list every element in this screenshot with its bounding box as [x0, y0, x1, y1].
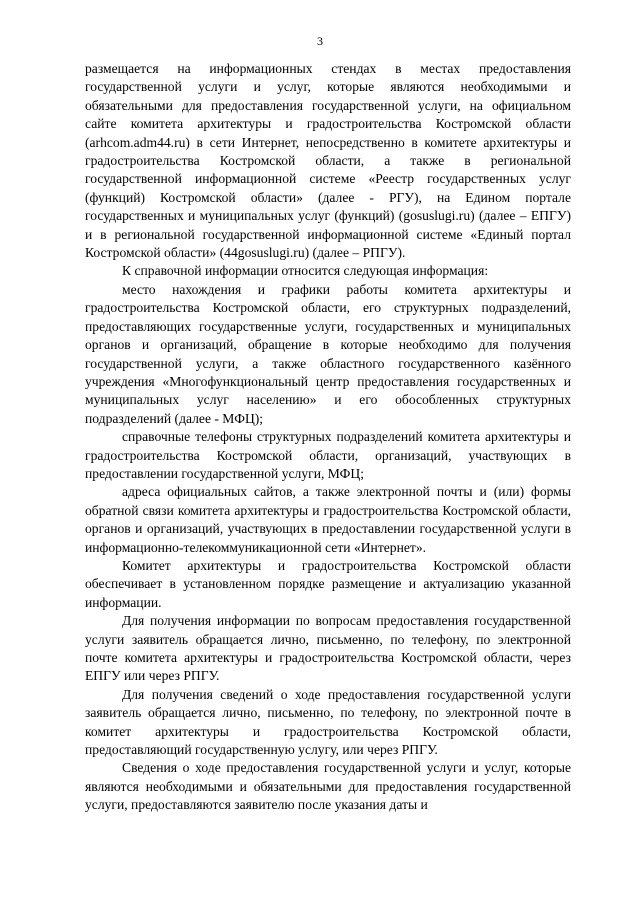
paragraph-phone-numbers: справочные телефоны структурных подразделений комитета архитектуры и градостроительства Костромской области, организаций, участвующих в предоставлении государственной услуги, МФЦ; [85, 429, 571, 481]
paragraph-obtaining-information: Для получения информации по вопросам предоставления государственной услуги заявитель обращается лично, письменно, по телефону, по электронной почте комитета архитектуры и градостроительства Костромской области, через ЕПГУ или через РПГУ. [85, 613, 571, 684]
paragraph-progress-details: Сведения о ходе предоставления государственной услуги и услуг, которые являются необходимыми и обязательными для предоставления государственной услуги, предоставляются заявителю после указания даты и [85, 760, 571, 813]
paragraph-progress-information: Для получения сведений о ходе предоставления государственной услуги заявитель обращается лично, письменно, по телефону, по электронной почте в комитет архитектуры и градостроительства Костромской области, предоставляющий государственную услугу, или через РПГУ. [85, 686, 571, 758]
paragraph-websites-email: адреса официальных сайтов, а также электронной почты и (или) формы обратной связи комитета архитектуры и градостроительства Костромской области, органов и организаций, участвующих в предоставлении государственной услуги в информационно-телекоммуникационной сети «Интернет». [85, 484, 571, 555]
paragraph-location-schedule: место нахождения и графики работы комитета архитектуры и градостроительства Костромской области, его структурных подразделений, предоставляющих государственные услуги, государственных и муниципальных органов и организаций, обращение в которые необходимо для получения государственной услуги, а также областного государственного казённого учреждения «Многофункциональный центр предоставления государственных и муниципальных услуг населению» и его обособленных структурных подразделений (далее - МФЦ); [85, 281, 571, 426]
paragraph-committee-ensures: Комитет архитектуры и градостроительства Костромской области обеспечивает в установленном порядке размещение и актуализацию указанной информации. [85, 557, 571, 610]
paragraph-reference-info-intro: К справочной информации относится следующая информация: [122, 263, 489, 279]
document-body [85, 60, 571, 815]
page-number: 3 [317, 34, 323, 48]
paragraph-continuation: размещается на информационных стендах в местах предоставления государственной услуги и услуг, которые являются необходимыми и обязательными для предоставления государственной услуги, на официальном сайте комитета архитектуры и градостроительства Костромской области (arhcom.adm44.ru) в сети Интернет, непосредственно в комитете архитектуры и градостроительства Костромской области, а также в региональной государственной информационной системе «Реестр государственных услуг (функций) Костромской области» (далее - РГУ), на Едином портале государственных и муниципальных услуг (функций) (gosuslugi.ru) (далее – ЕПГУ) и в региональной государственной информационной системе «Единый портал Костромской области» (44gosuslugi.ru) (далее – РПГУ). [85, 61, 571, 261]
